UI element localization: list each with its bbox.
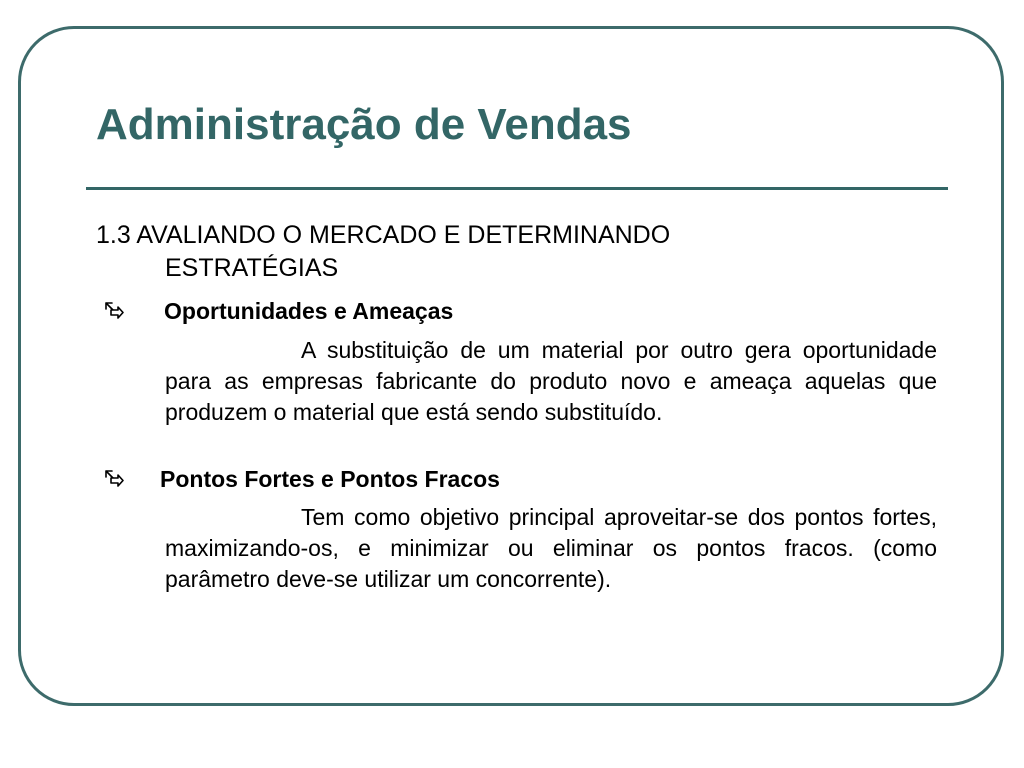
hollow-right-arrow-icon (103, 468, 125, 490)
bullet-label: Oportunidades e Ameaças (164, 298, 454, 324)
hollow-right-arrow-icon (103, 300, 125, 322)
paragraph-text: A substituição de um material por outro gera oportunidade para as empresas fabricante do produto novo e ameaça aquelas que produzem o material que está sendo substituído. (165, 337, 937, 425)
title-underline (86, 187, 948, 190)
paragraph-text: Tem como objetivo principal aproveitar-se dos pontos fortes, maximizando-os, e minimizar ou eliminar os pontos fracos. (como parâmetro deve-se utilizar um concorrente). (165, 504, 937, 592)
section-heading-line-1: 1.3 AVALIANDO O MERCADO E DETERMINANDO (96, 221, 671, 249)
bullet-paragraph (165, 502, 937, 595)
section-heading-line-2: ESTRATÉGIAS (165, 254, 339, 282)
bullet-opportunities-threats (103, 294, 453, 328)
bullet-label: Pontos Fortes e Pontos Fracos (160, 466, 500, 492)
section-heading (96, 219, 856, 285)
bullet-paragraph (165, 335, 937, 428)
slide-title: Administração de Vendas (96, 100, 632, 149)
bullet-strengths-weaknesses (103, 462, 500, 496)
